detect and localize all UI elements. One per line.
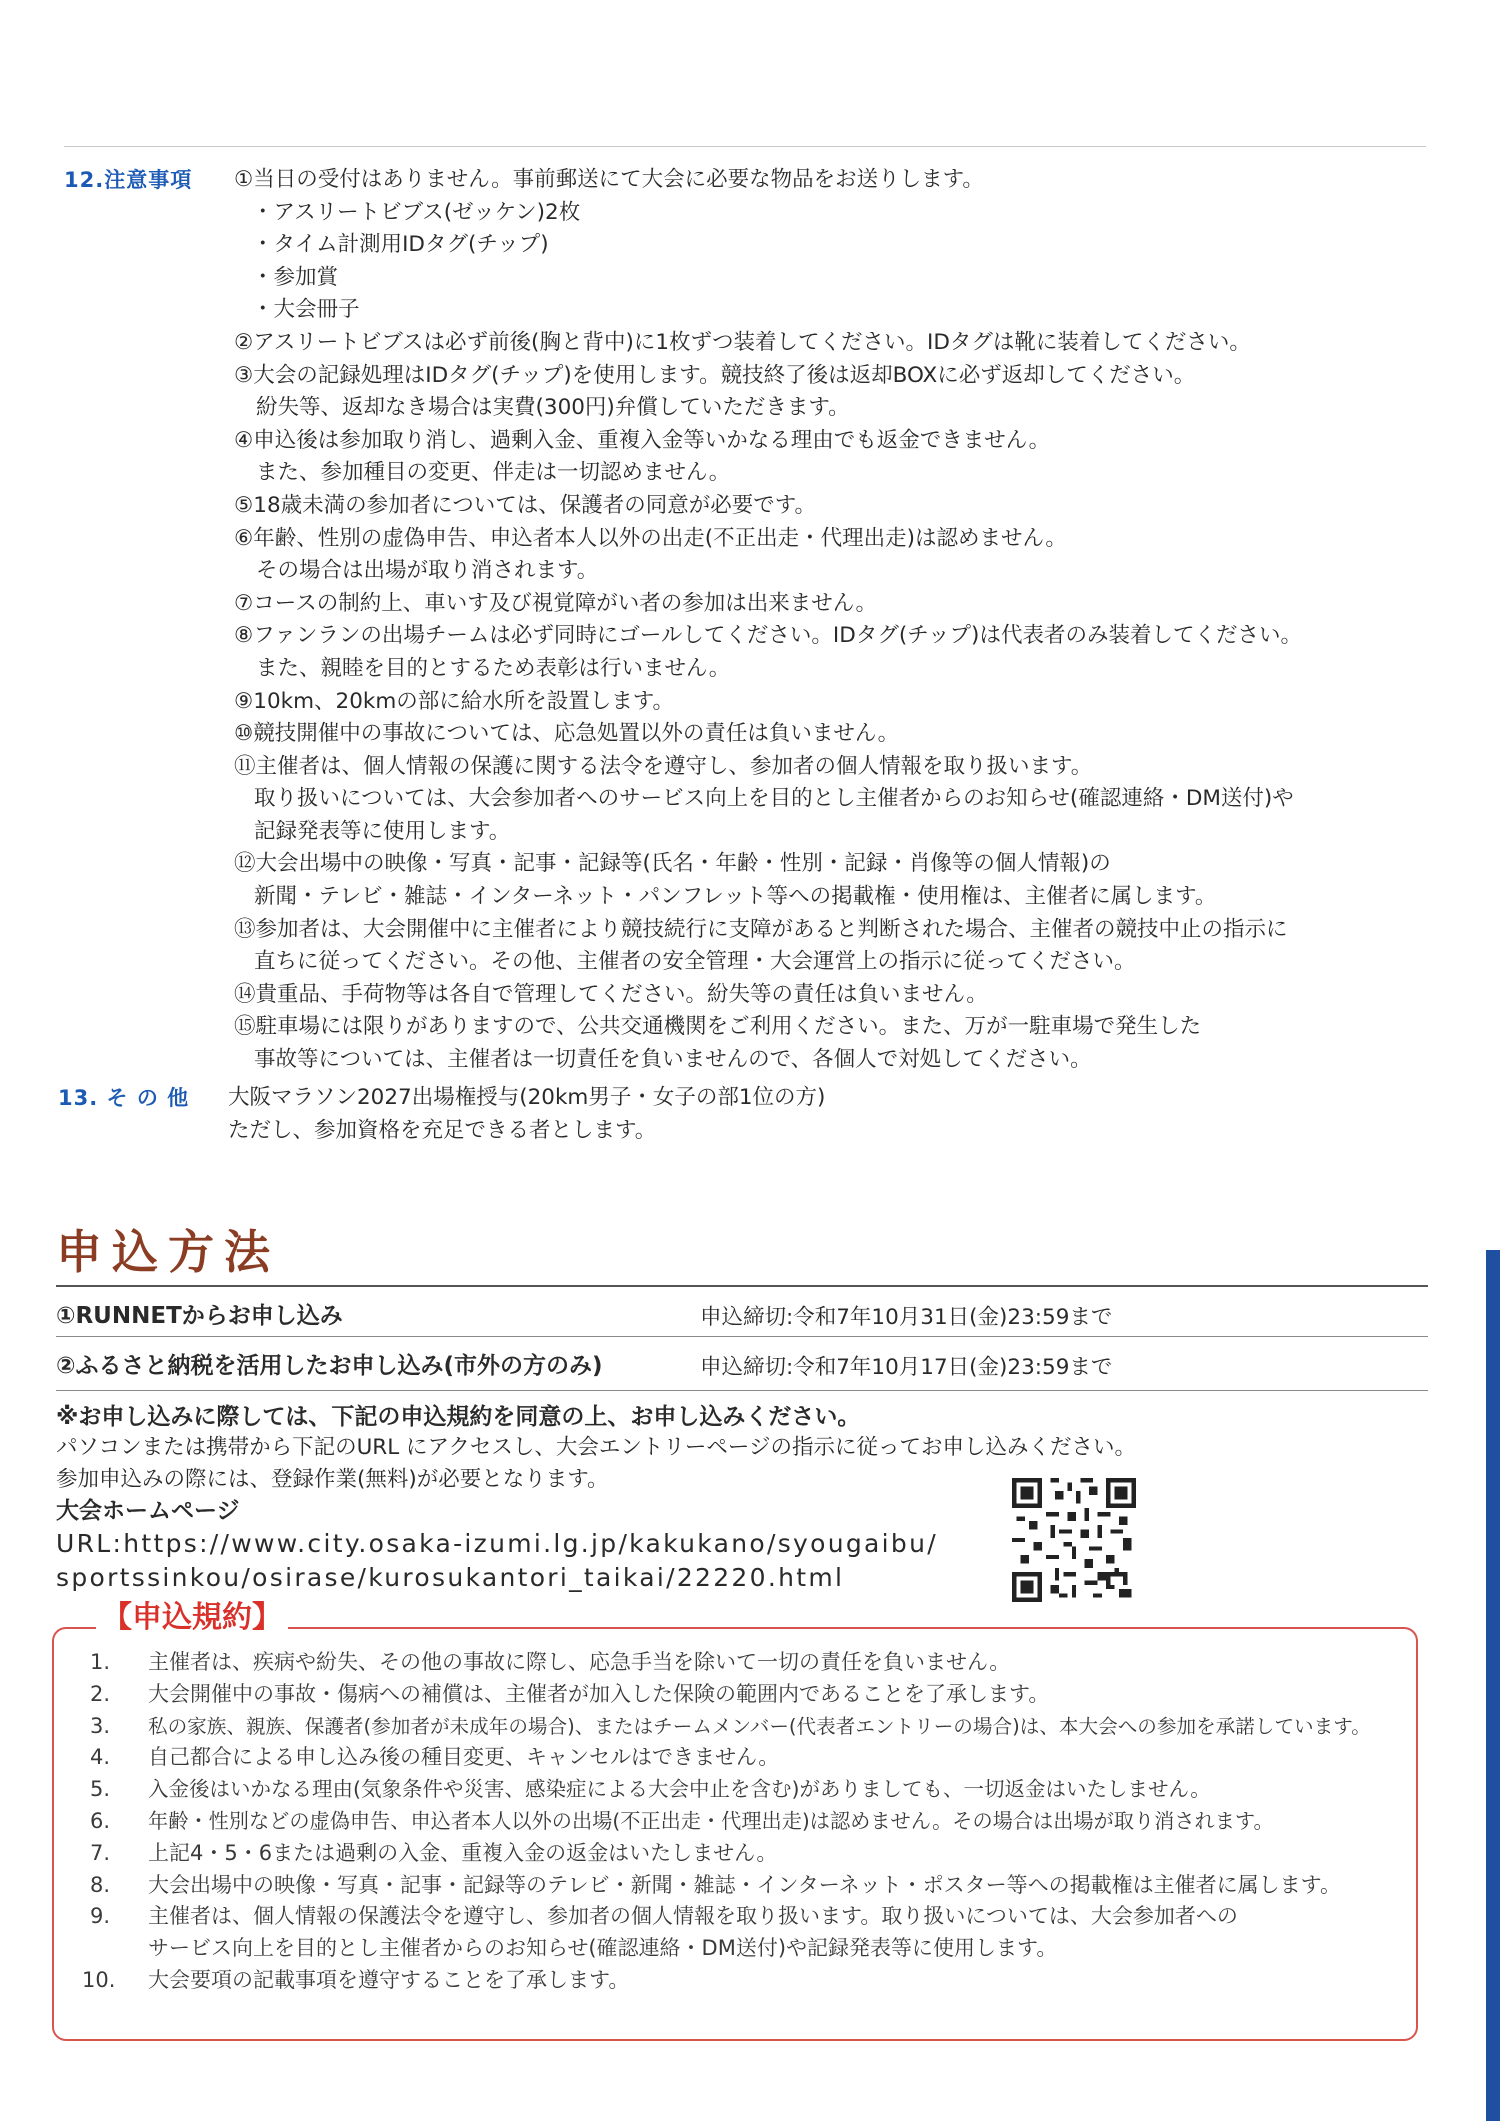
access-description [56, 1432, 1136, 1496]
note-line: 新聞・テレビ・雑誌・インターネット・パンフレット等への掲載権・使用権は、主催者に属します。 [254, 884, 1217, 910]
term-text: 年齢・性別などの虚偽申告、申込者本人以外の出場(不正出走・代理出走)は認めません。その場合は出場が取り消されます。 [148, 1808, 1274, 1833]
runnet-option: ①RUNNETからお申し込み [56, 1303, 343, 1329]
term-number: 9. [90, 1904, 111, 1929]
term-number: 3. [90, 1713, 111, 1738]
note-line: ③大会の記録処理はIDタグ(チップ)を使用します。競技終了後は返却BOXに必ず返却してください。 [234, 362, 1196, 388]
term-number: 10. [82, 1967, 116, 1992]
qr-code-icon[interactable] [1012, 1478, 1136, 1602]
method-row-divider [56, 1390, 1428, 1391]
note-line: その場合は出場が取り消されます。 [256, 558, 599, 584]
term-text: 大会出場中の映像・写真・記事・記録等のテレビ・新聞・雑誌・インターネット・ポスター等への掲載権は主催者に属します。 [148, 1872, 1342, 1897]
top-divider [64, 146, 1426, 147]
term-text: 自己都合による申し込み後の種目変更、キャンセルはできません。 [148, 1745, 780, 1770]
term-number: 7. [90, 1840, 111, 1865]
note-line: 紛失等、返却なき場合は実費(300円)弁償していただきます。 [256, 395, 850, 421]
note-line: ⑦コースの制約上、車いす及び視覚障がい者の参加は出来ません。 [234, 590, 877, 616]
term-text: 主催者は、個人情報の保護法令を遵守し、参加者の個人情報を取り扱います。取り扱いについては、大会参加者への [148, 1904, 1238, 1929]
section-12-body [234, 164, 1302, 1077]
note-line: ・タイム計測用IDタグ(チップ) [252, 232, 549, 258]
term-text: 入金後はいかなる理由(気象条件や災害、感染症による大会中止を含む)がありましても、一切返金はいたしません。 [148, 1777, 1211, 1802]
method-row-divider [56, 1336, 1428, 1337]
term-text: 主催者は、疾病や紛失、その他の事故に際し、応急手当を除いて一切の責任を負いません。 [148, 1650, 1011, 1674]
note-line: ・参加賞 [252, 264, 339, 290]
note-line: ・アスリートビブス(ゼッケン)2枚 [252, 199, 581, 225]
term-number: 1. [90, 1650, 111, 1674]
desc-line: 参加申込みの際には、登録作業(無料)が必要となります。 [56, 1467, 609, 1492]
homepage-url[interactable] [56, 1527, 938, 1595]
term-number: 8. [90, 1872, 111, 1897]
term-number: 5. [90, 1777, 111, 1802]
note-line: 取り扱いについては、大会参加者へのサービス向上を目的とし主催者からのお知らせ(確認連絡・DM送付)や [254, 786, 1294, 812]
other-line: ただし、参加資格を充足できる者とします。 [228, 1117, 657, 1143]
note-line: ⑤18歳未満の参加者については、保護者の同意が必要です。 [234, 492, 816, 518]
term-text: 大会開催中の事故・傷病への補償は、主催者が加入した保険の範囲内であることを了承します。 [148, 1681, 1050, 1706]
method-heading: 申込方法 [56, 1225, 280, 1279]
note-line: ⑧ファンランの出場チームは必ず同時にゴールしてください。IDタグ(チップ)は代表者のみ装着してください。 [234, 623, 1302, 649]
edge-color-bar [1486, 1250, 1500, 2121]
note-line: 記録発表等に使用します。 [254, 818, 511, 844]
agreement-notice: ※お申し込みに際しては、下記の申込規約を同意の上、お申し込みください。 [56, 1404, 861, 1430]
homepage-label: 大会ホームページ [56, 1498, 240, 1524]
note-line: また、参加種目の変更、伴走は一切認めません。 [256, 460, 731, 486]
runnet-deadline: 申込締切:令和7年10月31日(金)23:59まで [700, 1305, 1113, 1330]
note-line: 直ちに従ってください。その他、主催者の安全管理・大会運営上の指示に従ってください。 [254, 949, 1136, 975]
other-line: 大阪マラソン2027出場権授与(20km男子・女子の部1位の方) [228, 1085, 826, 1110]
desc-line: パソコンまたは携帯から下記のURL にアクセスし、大会エントリーページの指示に従ってお申し込みください。 [56, 1435, 1136, 1460]
terms-heading: 【申込規約】 [96, 1598, 288, 1638]
term-text: 上記4・5・6または過剰の入金、重複入金の返金はいたしません。 [148, 1840, 778, 1865]
note-line: ④申込後は参加取り消し、過剰入金、重複入金等いかなる理由でも返金できません。 [234, 427, 1051, 453]
term-text: 私の家族、親族、保護者(参加者が未成年の場合)、またはチームメンバー(代表者エントリーの場合)は、本大会への参加を承諾しています。 [148, 1714, 1371, 1738]
term-number: 4. [90, 1745, 111, 1770]
term-number: 2. [90, 1681, 111, 1706]
note-line: ⑪主催者は、個人情報の保護に関する法令を遵守し、参加者の個人情報を取り扱います。 [234, 753, 1093, 779]
term-number: 6. [90, 1808, 111, 1833]
note-line: ⑫大会出場中の映像・写真・記事・記録等(氏名・年齢・性別・記録・肖像等の個人情報)の [234, 851, 1111, 877]
note-line: ⑨10km、20kmの部に給水所を設置します。 [234, 688, 675, 714]
term-text: サービス向上を目的とし主催者からのお知らせ(確認連絡・DM送付)や記録発表等に使用します。 [148, 1936, 1058, 1961]
furusato-option: ②ふるさと納税を活用したお申し込み(市外の方のみ) [56, 1353, 603, 1379]
note-line: 事故等については、主催者は一切責任を負いませんので、各個人で対処してください。 [254, 1047, 1092, 1073]
section-13-label: 13. そ の 他 [58, 1086, 190, 1110]
section-12-label: 12.注意事項 [64, 168, 193, 192]
url-line[interactable]: sportssinkou/osirase/kurosukantori_taikai/22220.html [56, 1563, 845, 1592]
note-line: また、親睦を目的とするため表彰は行いません。 [256, 655, 731, 681]
note-line: ⑬参加者は、大会開催中に主催者により競技続行に支障があると判断された場合、主催者の競技中止の指示に [234, 916, 1288, 942]
note-line: ⑩競技開催中の事故については、応急処置以外の責任は負いません。 [234, 721, 900, 747]
method-divider [56, 1285, 1428, 1287]
note-line: ⑮駐車場には限りがありますので、公共交通機関をご利用ください。また、万が一駐車場で発生した [234, 1014, 1202, 1040]
note-line: ②アスリートビブスは必ず前後(胸と背中)に1枚ずつ装着してください。IDタグは靴に装着してください。 [234, 329, 1251, 355]
note-line: ⑥年齢、性別の虚偽申告、申込者本人以外の出走(不正出走・代理出走)は認めません。 [234, 525, 1067, 551]
term-text: 大会要項の記載事項を遵守することを了承します。 [148, 1967, 630, 1992]
note-line: ・大会冊子 [252, 297, 360, 323]
section-13-body [228, 1082, 825, 1147]
furusato-deadline: 申込締切:令和7年10月17日(金)23:59まで [700, 1355, 1113, 1380]
note-line: ①当日の受付はありません。事前郵送にて大会に必要な物品をお送りします。 [234, 167, 984, 192]
note-line: ⑭貴重品、手荷物等は各自で管理してください。紛失等の責任は負いません。 [234, 981, 988, 1007]
url-line[interactable]: URL:https://www.city.osaka-izumi.lg.jp/kakukano/syougaibu/ [56, 1529, 938, 1558]
